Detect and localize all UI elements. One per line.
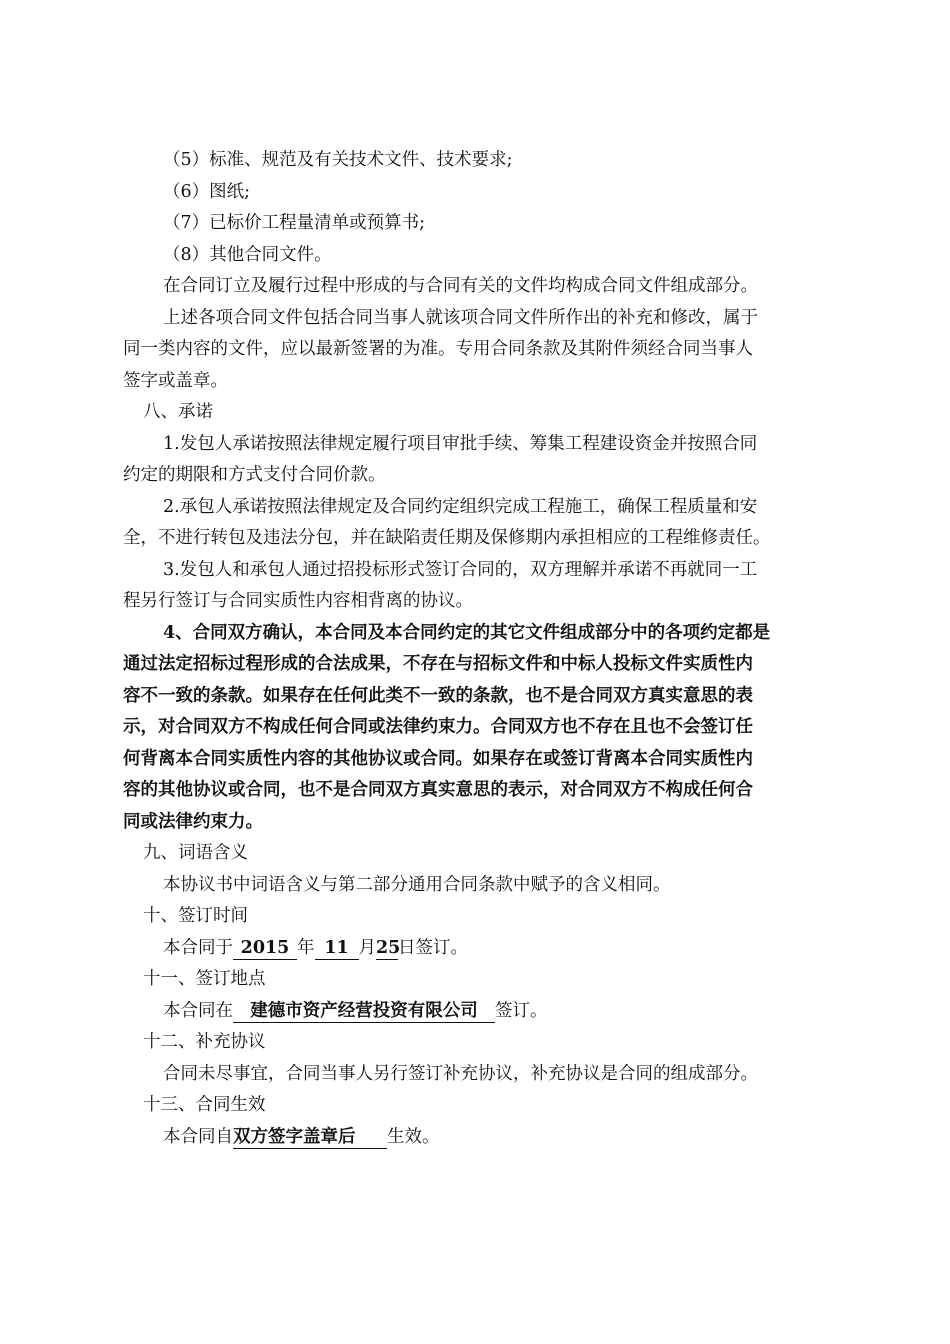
section-heading-signing-place: 十一、签订地点: [143, 969, 266, 989]
commitment-4-line: 4、合同双方确认，本合同及本合同约定的其它文件组成部分中的各项约定都是: [163, 622, 771, 643]
list-item-8: （8）其他合同文件。: [163, 244, 332, 265]
commitment-4-line: 同或法律约束力。: [123, 811, 263, 832]
signing-place-suffix: 签订。: [495, 1000, 548, 1021]
commitment-4-line: 容不一致的条款。如果存在任何此类不一致的条款，也不是合同双方真实意思的表: [123, 685, 753, 706]
year-label: 年: [297, 937, 315, 958]
section-heading-supplement: 十二、补充协议: [143, 1032, 266, 1052]
signing-place-line: [123, 996, 828, 1028]
signing-place-prefix: 本合同在: [163, 1000, 233, 1021]
list-item-5: （5）标准、规范及有关技术文件、技术要求;: [163, 150, 513, 170]
commitment-2-line: 全，不进行转包及违法分包，并在缺陷责任期及保修期内承担相应的工程维修责任。: [123, 528, 771, 548]
supplement-paragraph-line: 同一类内容的文件，应以最新签署的为准。专用合同条款及其附件须经合同当事人: [123, 339, 753, 359]
supplement-paragraph-line: 上述各项合同文件包括合同当事人就该项合同文件所作出的补充和修改，属于: [163, 307, 758, 328]
signing-date-line: [123, 933, 828, 965]
commitment-4-line: 示，对合同双方不构成任何合同或法律约束力。合同双方也不存在且也不会签订任: [123, 717, 753, 737]
commitment-1-line: 1.发包人承诺按照法律规定履行项目审批手续、筹集工程建设资金并按照合同: [163, 433, 758, 454]
section-heading-terms: 九、词语含义: [143, 843, 248, 863]
commitment-3-line: 3.发包人和承包人通过招投标形式签订合同的，双方理解并承诺不再就同一工: [163, 559, 758, 580]
effectiveness-line: [123, 1122, 828, 1154]
commitment-3-line: 程另行签订与合同实质性内容相背离的协议。: [123, 591, 473, 611]
commitment-1-line: 约定的期限和方式支付合同价款。: [123, 465, 386, 485]
terms-text: 本协议书中词语含义与第二部分通用合同条款中赋予的含义相同。: [163, 874, 671, 895]
section-heading-commitment: 八、承诺: [143, 402, 213, 422]
signing-month: 11: [315, 937, 359, 960]
signing-date-suffix: 日签订。: [398, 937, 468, 958]
list-item-6: （6）图纸;: [163, 181, 251, 202]
signing-year: 2015: [233, 937, 297, 960]
supplement-agreement-text: 合同未尽事宜，合同当事人另行签订补充协议，补充协议是合同的组成部分。: [163, 1063, 758, 1084]
signing-day: 25: [376, 937, 401, 958]
list-item-7: （7）已标价工程量清单或预算书;: [163, 213, 426, 233]
section-heading-effectiveness: 十三、合同生效: [143, 1095, 266, 1115]
supplement-paragraph-line: 签字或盖章。: [123, 370, 228, 391]
effectiveness-prefix: 本合同自: [163, 1126, 233, 1147]
effectiveness-suffix: 生效。: [387, 1126, 440, 1147]
effectiveness-condition: 双方签字盖章后: [233, 1126, 387, 1149]
contract-body: [123, 145, 828, 1153]
commitment-4-line: 何背离本合同实质性内容的其他协议或合同。如果存在或签订背离本合同实质性内: [123, 748, 753, 769]
commitment-2-line: 2.承包人承诺按照法律规定及合同约定组织完成工程施工，确保工程质量和安: [163, 496, 758, 517]
month-label: 月: [358, 937, 376, 958]
commitment-4-line: 通过法定招标过程形成的合法成果，不存在与招标文件和中标人投标文件实质性内: [123, 654, 753, 674]
section-heading-signing-time: 十、签订时间: [143, 906, 248, 926]
compose-paragraph: 在合同订立及履行过程中形成的与合同有关的文件均构成合同文件组成部分。: [163, 276, 758, 296]
signing-place: 建德市资产经营投资有限公司: [233, 1000, 495, 1023]
signing-date-prefix: 本合同于: [163, 937, 233, 958]
commitment-4-line: 容的其他协议或合同，也不是合同双方真实意思的表示，对合同双方不构成任何合: [123, 780, 753, 800]
